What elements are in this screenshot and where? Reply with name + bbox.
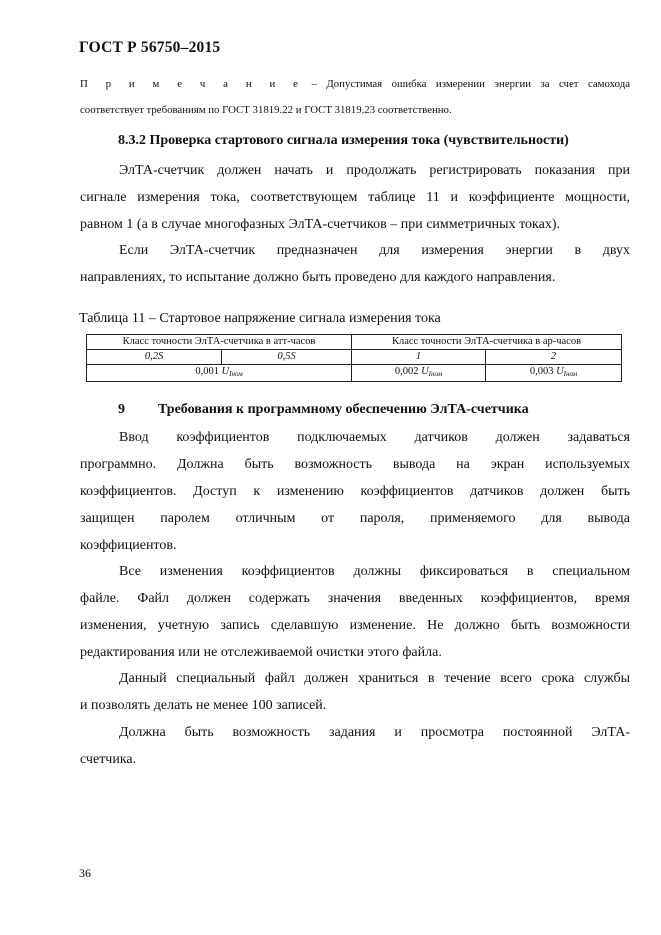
page-number: 36 bbox=[79, 866, 91, 880]
paragraph-line: Все изменения коэффициентов должны фиксироваться в специальном bbox=[119, 564, 630, 579]
paragraph-line: файле. Файл должен содержать значения введенных коэффициентов, время bbox=[80, 591, 630, 606]
section-9-paragraph-2 bbox=[80, 558, 630, 666]
value-cell bbox=[352, 365, 486, 382]
section-number: 9 bbox=[118, 402, 125, 417]
note-line-2: соответствует требованиям по ГОСТ 31819.22 и ГОСТ 31819.23 соответственно. bbox=[80, 104, 452, 116]
paragraph-line: программно. Должна быть возможность вывода на экран используемых bbox=[80, 457, 630, 472]
note-label: П р и м е ч а н и е bbox=[80, 78, 303, 90]
section-832-paragraph-2 bbox=[80, 237, 630, 291]
paragraph-line: счетчика. bbox=[80, 752, 137, 767]
class-cell: 0,5S bbox=[222, 350, 352, 365]
table-class-row bbox=[87, 350, 622, 365]
paragraph-line: коэффициентов. bbox=[80, 538, 177, 553]
paragraph-line: редактирования или не отслеживаемой очистки этого файла. bbox=[80, 645, 442, 660]
paragraph-line: Если ЭлТА-счетчик предназначен для измерения энергии в двух bbox=[119, 243, 630, 258]
paragraph-line: защищен паролем отличным от пароля, применяемого для вывода bbox=[80, 511, 630, 526]
paragraph-line: Данный специальный файл должен храниться в течение всего срока службы bbox=[119, 671, 630, 686]
note-block bbox=[80, 71, 630, 123]
section-9-paragraph-3 bbox=[80, 665, 630, 719]
paragraph-line: сигнале измерения тока, соответствующем таблице 11 и коэффициенте мощности, bbox=[80, 190, 630, 205]
table-caption: Таблица 11 – Стартовое напряжение сигнала измерения тока bbox=[79, 311, 441, 326]
class-cell: 2 bbox=[486, 350, 622, 365]
section-title: Требования к программному обеспечению ЭлТА-счетчика bbox=[158, 402, 529, 417]
value-number: 0,001 bbox=[195, 366, 219, 377]
paragraph-line: изменения, учетную запись сделавшую изменение. Не должно быть возможности bbox=[80, 618, 630, 633]
section-9-paragraph-4 bbox=[80, 719, 630, 773]
table-value-row bbox=[87, 365, 622, 382]
note-text: – Допустимая ошибка измерении энергии за счет самохода bbox=[302, 78, 630, 90]
paragraph-line: Ввод коэффициентов подключаемых датчиков должен задаваться bbox=[119, 430, 630, 445]
section-832-paragraph-1 bbox=[80, 157, 630, 238]
paragraph-line: равном 1 (а в случае многофазных ЭлТА-счетчиков – при симметричных токах). bbox=[80, 217, 560, 232]
document-code: ГОСТ Р 56750–2015 bbox=[79, 39, 221, 56]
header-reactive-energy: Класс точности ЭлТА-счетчика в ар-часов bbox=[352, 335, 622, 350]
paragraph-line: коэффициентов. Доступ к изменению коэффициентов датчиков должен быть bbox=[80, 484, 630, 499]
paragraph-line: направлениях, то испытание должно быть проведено для каждого направления. bbox=[80, 270, 556, 285]
class-cell: 0,2S bbox=[87, 350, 222, 365]
value-cell bbox=[87, 365, 352, 382]
value-number: 0,002 bbox=[394, 366, 419, 377]
note-line-1 bbox=[80, 71, 630, 97]
header-active-energy: Класс точности ЭлТА-счетчика в атт-часов bbox=[87, 335, 352, 350]
value-cell bbox=[486, 365, 622, 382]
value-unit: $U_{Iном}$ bbox=[556, 366, 578, 378]
value-unit: $U_{Iном}$ bbox=[421, 366, 443, 378]
class-cell: 1 bbox=[352, 350, 486, 365]
table-header-row bbox=[87, 335, 622, 350]
value-unit: $U_{Iном}$ bbox=[221, 366, 243, 378]
section-832-heading: 8.3.2 Проверка стартового сигнала измерения тока (чувствительности) bbox=[118, 133, 569, 148]
table-11 bbox=[86, 334, 622, 382]
paragraph-line: и позволять делать не менее 100 записей. bbox=[80, 698, 327, 713]
value-number: 0,003 bbox=[529, 366, 554, 377]
section-9-heading bbox=[118, 402, 529, 418]
paragraph-line: ЭлТА-счетчик должен начать и продолжать регистрировать показания при bbox=[119, 163, 630, 178]
paragraph-line: Должна быть возможность задания и просмотра постоянной ЭлТА- bbox=[119, 725, 630, 740]
section-9-paragraph-1 bbox=[80, 424, 630, 559]
